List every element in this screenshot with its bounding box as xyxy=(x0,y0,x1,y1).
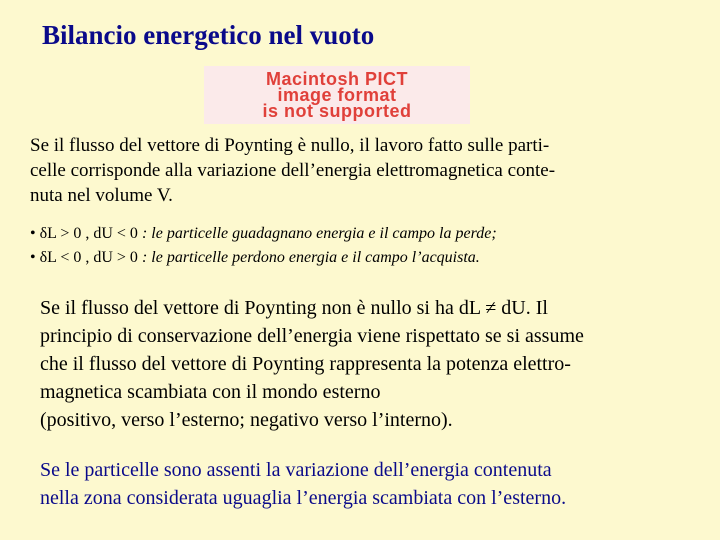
bullet-list xyxy=(30,222,710,270)
text-line: Se il flusso del vettore di Poynting non è nullo si ha dL ≠ dU. Il xyxy=(40,297,548,319)
bullet-item xyxy=(30,246,710,270)
unsupported-image-placeholder xyxy=(204,66,470,124)
text-line: che il flusso del vettore di Poynting rappresenta la potenza elettro- xyxy=(40,353,571,375)
bullet-marker: • xyxy=(30,225,36,242)
text-line: celle corrisponde alla variazione dell’energia elettromagnetica conte- xyxy=(30,160,556,181)
placeholder-line-1: Macintosh PICT xyxy=(265,69,408,89)
paragraph-no-particles xyxy=(40,456,712,512)
bullet-text: : le particelle perdono energia e il campo l’acquista. xyxy=(141,249,480,266)
placeholder-line-3: is not supported xyxy=(262,101,412,121)
text-line: magnetica scambiata con il mondo esterno xyxy=(40,381,381,403)
paragraph-poynting-null xyxy=(30,133,710,208)
text-line: nella zona considerata uguaglia l’energia scambiata con l’esterno. xyxy=(40,487,567,509)
text-line: Se il flusso del vettore di Poynting è nullo, il lavoro fatto sulle parti- xyxy=(30,135,550,156)
bullet-condition: δL > 0 , dU < 0 xyxy=(39,225,142,242)
slide-title: Bilancio energetico nel vuoto xyxy=(42,20,375,50)
text-line: Se le particelle sono assenti la variazione dell’energia contenuta xyxy=(40,459,552,481)
text-line: principio di conservazione dell’energia viene rispettato se si assume xyxy=(40,325,584,347)
paragraph-poynting-nonnull xyxy=(40,294,712,434)
text-line: (positivo, verso l’esterno; negativo verso l’interno). xyxy=(40,409,453,431)
bullet-text: : le particelle guadagnano energia e il campo la perde; xyxy=(141,225,497,242)
placeholder-line-2: image format xyxy=(277,85,397,105)
text-line: nuta nel volume V. xyxy=(30,185,173,206)
bullet-marker: • xyxy=(30,249,36,266)
bullet-condition: δL < 0 , dU > 0 xyxy=(39,249,142,266)
bullet-item xyxy=(30,222,710,246)
